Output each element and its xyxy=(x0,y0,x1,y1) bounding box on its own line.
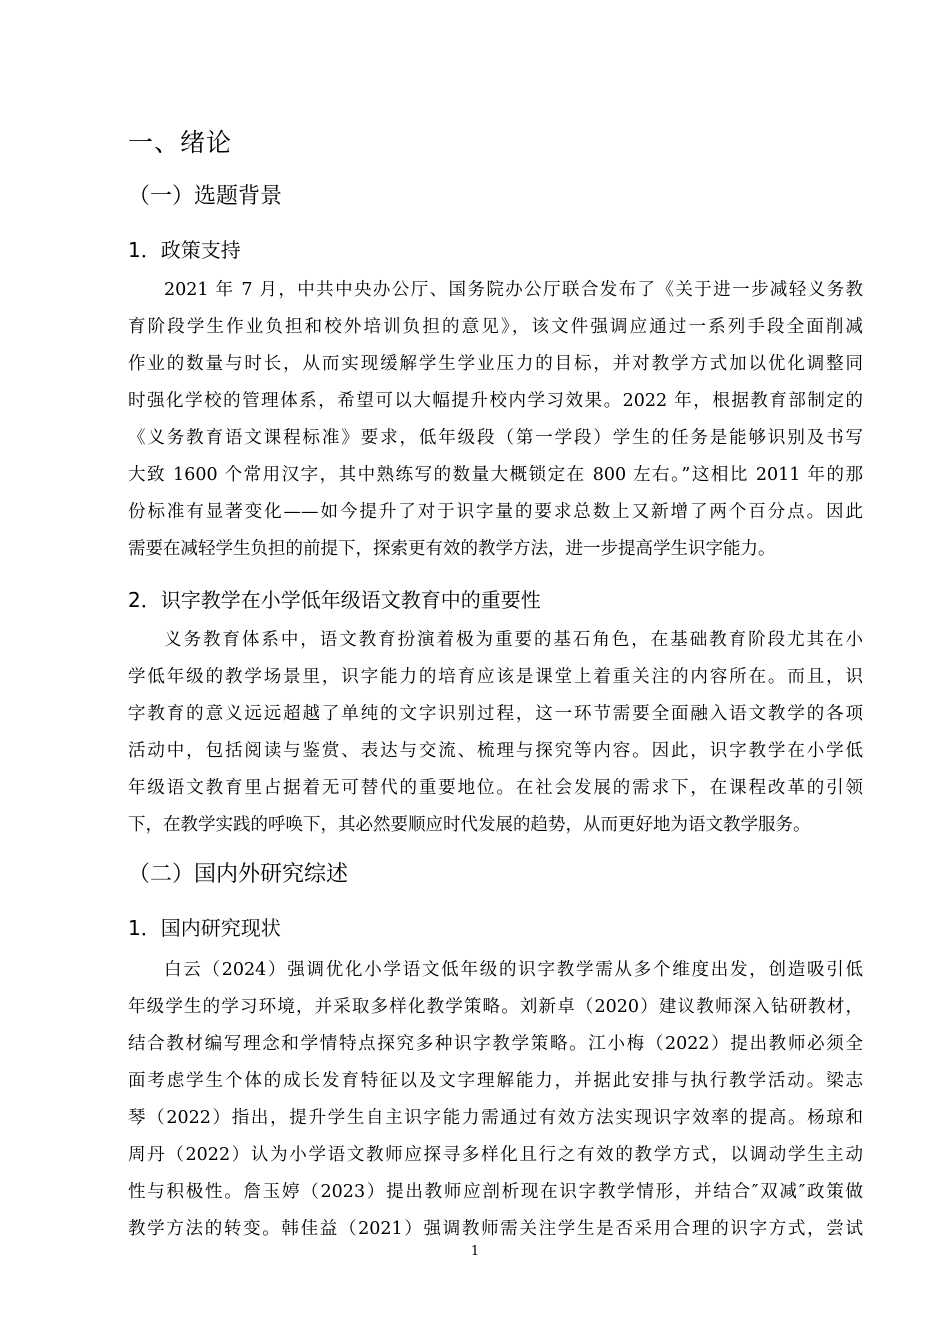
chapter-title: 一、绪论 xyxy=(128,128,233,157)
text-line: 学低年级的教学场景里，识字能力的培育应该是课堂上着重关注的内容所在。而且，识 xyxy=(128,667,863,687)
text-line: 时强化学校的管理体系，希望可以大幅提升校内学习效果。2022 年，根据教育部制定的 xyxy=(128,391,863,411)
section-title-background: （一）选题背景 xyxy=(128,184,283,209)
text-line: 周丹（2022）认为小学语文教师应探寻多样化且行之有效的教学方式，以调动学生主动 xyxy=(128,1145,863,1165)
paragraph-policy xyxy=(128,272,863,568)
text-line: 活动中，包括阅读与鉴赏、表达与交流、梳理与探究等内容。因此，识字教学在小学低 xyxy=(128,741,863,761)
text-line: 性与积极性。詹玉婷（2023）提出教师应剖析现在识字教学情形，并结合″双减″政策做 xyxy=(128,1182,863,1202)
text-line: 教学方法的转变。韩佳益（2021）强调教师需关注学生是否采用合理的识字方式，尝试 xyxy=(128,1219,863,1239)
text-line: 作业的数量与时长，从而实现缓解学生学业压力的目标，并对教学方式加以优化调整同 xyxy=(128,354,863,374)
text-line: 2021 年 7 月，中共中央办公厅、国务院办公厅联合发布了《关于进一步减轻义务教 xyxy=(164,280,863,300)
text-line: 《义务教育语文课程标准》要求，低年级段（第一学段）学生的任务是能够识别及书写 xyxy=(128,428,863,448)
text-line: 义务教育体系中，语文教育扮演着极为重要的基石角色，在基础教育阶段尤其在小 xyxy=(164,630,863,650)
text-line: 琴（2022）指出，提升学生自主识字能力需通过有效方法实现识字效率的提高。杨琼和 xyxy=(128,1108,863,1128)
text-line: 下，在教学实践的呼唤下，其必然要顺应时代发展的趋势，从而更好地为语文教学服务。 xyxy=(128,815,811,835)
section-title-review: （二）国内外研究综述 xyxy=(128,862,349,887)
text-line: 年级学生的学习环境，并采取多样化教学策略。刘新卓（2020）建议教师深入钻研教材， xyxy=(128,997,863,1017)
subsection-title-domestic: 1．国内研究现状 xyxy=(128,916,281,940)
subsection-title-policy: 1．政策支持 xyxy=(128,238,241,262)
paragraph-importance xyxy=(128,622,863,844)
page-number: 1 xyxy=(470,1244,480,1259)
text-line: 育阶段学生作业负担和校外培训负担的意见》，该文件强调应通过一系列手段全面削减 xyxy=(128,317,863,337)
subsection-title-importance: 2．识字教学在小学低年级语文教育中的重要性 xyxy=(128,588,541,612)
text-line: 年级语文教育里占据着无可替代的重要地位。在社会发展的需求下，在课程改革的引领 xyxy=(128,778,863,798)
text-line: 份标准有显著变化——如今提升了对于识字量的要求总数上又新增了两个百分点。因此 xyxy=(128,502,863,522)
paragraph-domestic xyxy=(128,952,863,1248)
text-line: 字教育的意义远远超越了单纯的文字识别过程，这一环节需要全面融入语文教学的各项 xyxy=(128,704,863,724)
text-line: 需要在减轻学生负担的前提下，探索更有效的教学方法，进一步提高学生识字能力。 xyxy=(128,539,776,559)
text-line: 结合教材编写理念和学情特点探究多种识字教学策略。江小梅（2022）提出教师必须全 xyxy=(128,1034,863,1054)
text-line: 面考虑学生个体的成长发育特征以及文字理解能力，并据此安排与执行教学活动。梁志 xyxy=(128,1071,863,1091)
text-line: 白云（2024）强调优化小学语文低年级的识字教学需从多个维度出发，创造吸引低 xyxy=(164,960,863,980)
text-line: 大致 1600 个常用汉字，其中熟练写的数量大概锁定在 800 左右。”这相比 2011 年的那 xyxy=(128,465,863,485)
